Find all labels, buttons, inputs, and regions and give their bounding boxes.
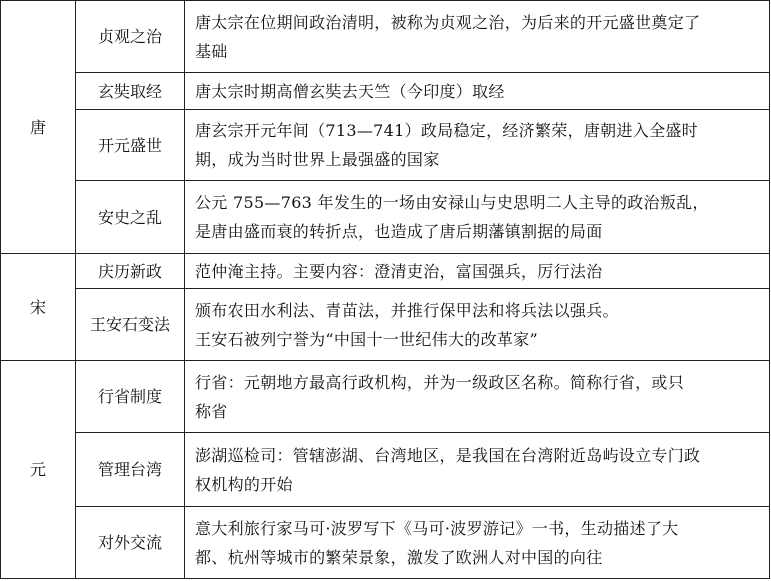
description-cell	[185, 110, 770, 181]
description-line: 公元 755—763 年发生的一场由安禄山与史思明二人主导的政治叛乱，	[195, 193, 709, 212]
description-line: 行省：元朝地方最高行政机构，并为一级政区名称。简称行省，或只	[195, 372, 685, 392]
description-line: 王安石被列宁誉为“中国十一世纪伟大的改革家”	[195, 329, 538, 349]
description-line: 范仲淹主持。主要内容：澄清吏治，富国强兵，厉行法治	[195, 261, 603, 281]
description-line: 澎湖巡检司：管辖澎湖、台湾地区，是我国在台湾附近岛屿设立专门政	[195, 445, 701, 465]
description-cell	[185, 181, 770, 254]
event-cell: 行省制度	[76, 361, 185, 433]
description-cell	[185, 289, 770, 361]
description-cell	[185, 73, 770, 110]
description-cell	[185, 254, 770, 289]
event-cell: 王安石变法	[76, 289, 185, 361]
table-row	[1, 361, 770, 433]
description-line: 颁布农田水利法、青苗法，并推行保甲法和将兵法以强兵。	[195, 300, 619, 320]
table-row	[1, 254, 770, 289]
description-cell	[185, 1, 770, 73]
table-row	[1, 433, 770, 507]
description-line: 唐太宗时期高僧玄奘去天竺（今印度）取经	[195, 81, 505, 101]
dynasty-cell: 元	[1, 361, 76, 579]
description-line: 唐玄宗开元年间（713—741）政局稳定，经济繁荣，唐朝进入全盛时	[195, 121, 698, 140]
dynasty-cell: 唐	[1, 1, 76, 254]
description-cell	[185, 433, 770, 507]
event-cell: 开元盛世	[76, 110, 185, 181]
table-row	[1, 507, 770, 579]
description-line: 基础	[195, 41, 228, 61]
description-cell	[185, 361, 770, 433]
table-row	[1, 110, 770, 181]
table-row	[1, 73, 770, 110]
event-cell: 玄奘取经	[76, 73, 185, 110]
description-line: 意大利旅行家马可·波罗写下《马可·波罗游记》一书，生动描述了大	[195, 518, 679, 538]
description-line: 唐太宗在位期间政治清明，被称为贞观之治，为后来的开元盛世奠定了	[195, 12, 701, 32]
dynasty-cell: 宋	[1, 254, 76, 361]
description-line: 期，成为当时世界上最强盛的国家	[195, 150, 440, 169]
table-row	[1, 289, 770, 361]
description-line: 权机构的开始	[195, 474, 293, 494]
event-cell: 贞观之治	[76, 1, 185, 73]
table-row	[1, 1, 770, 73]
description-line: 是唐由盛而衰的转折点，也造成了唐后期藩镇割据的局面	[195, 222, 603, 241]
description-cell	[185, 507, 770, 579]
description-line: 称省	[195, 401, 228, 421]
table-row	[1, 181, 770, 254]
event-cell: 对外交流	[76, 507, 185, 579]
event-cell: 管理台湾	[76, 433, 185, 507]
description-line: 都、杭州等城市的繁荣景象，激发了欧洲人对中国的向往	[195, 547, 603, 567]
event-cell: 庆历新政	[76, 254, 185, 289]
event-cell: 安史之乱	[76, 181, 185, 254]
